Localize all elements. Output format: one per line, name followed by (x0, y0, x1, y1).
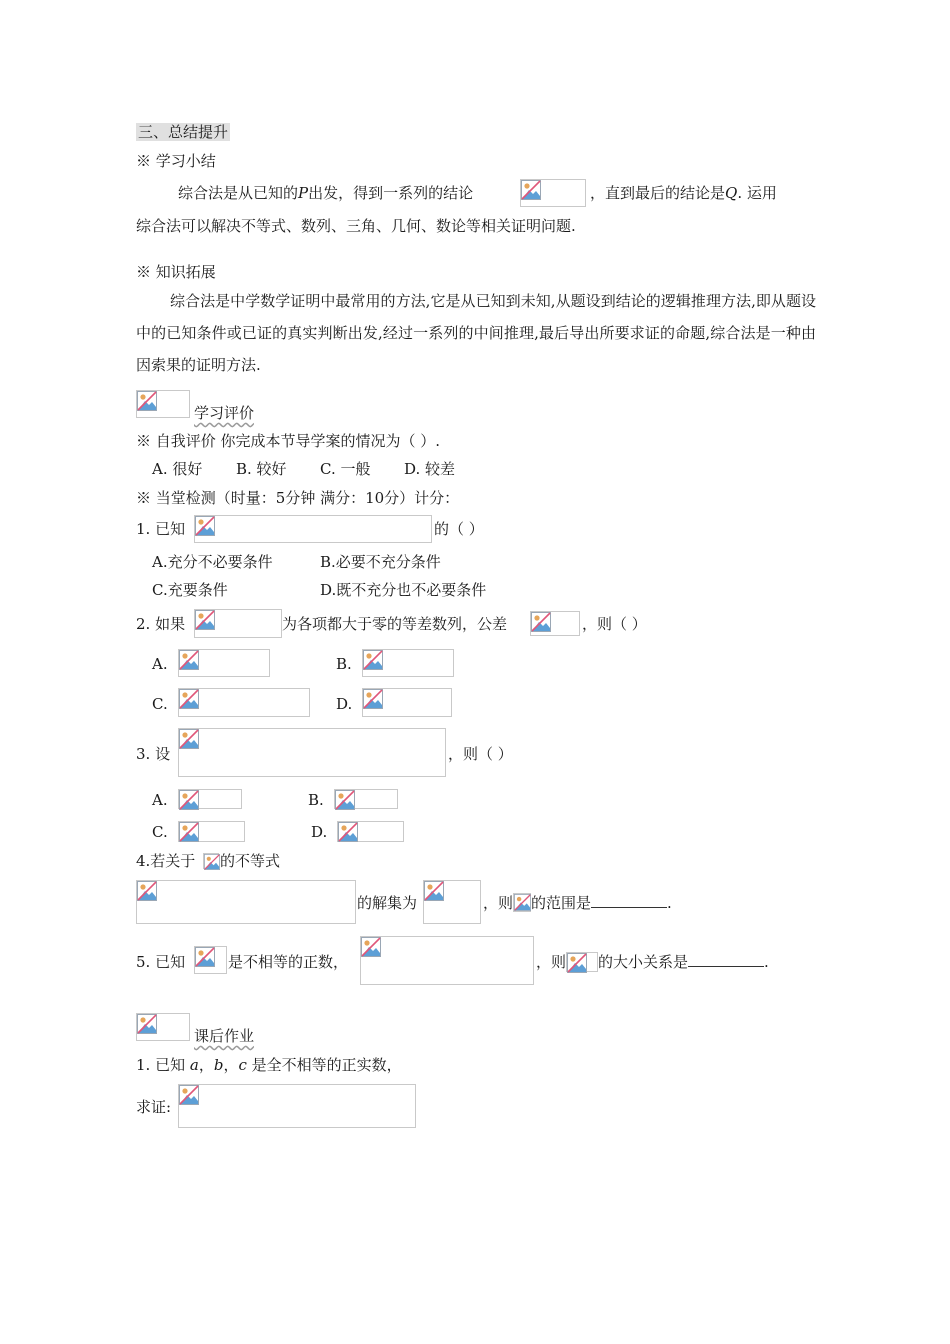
q5-then: ，则 (536, 953, 567, 971)
broken-image-icon (361, 937, 381, 957)
q2-label-d: D. (336, 695, 353, 713)
q4-line1-b: 的不等式 (220, 852, 281, 870)
q3-prefix: 3. 设 (136, 745, 171, 763)
learn-summary-line2: 综合法可以解决不等式、数列、三角、几何、数论等相关证明问题. (136, 217, 576, 235)
q1-option-d: D.既不充分也不必要条件 (320, 581, 487, 599)
broken-image-icon (363, 689, 383, 709)
q1-option-a: A.充分不必要条件 (152, 553, 273, 571)
q2-prefix: 2. 如果 (136, 615, 186, 633)
q2-option-c-image (178, 688, 310, 717)
q1-option-b: B.必要不充分条件 (320, 553, 441, 571)
broken-image-icon (567, 953, 587, 973)
q4-answer-blank[interactable] (591, 893, 667, 908)
hw1-prove-label: 求证: (136, 1098, 172, 1116)
q5-prefix: 5. 已知 (136, 953, 186, 971)
broken-image-icon (204, 854, 220, 870)
q2-label-c: C. (152, 695, 168, 713)
formula-image (520, 179, 586, 207)
section-heading-summary: 三、总结提升 (138, 123, 229, 141)
q2-sequence-image (194, 609, 282, 638)
knowledge-extension-text: 综合法是中学数学证明中最常用的方法,它是从已知到未知,从题设到结论的逻辑推理方法,即从题设中的已知条件或已证的真实判断出发,经过一系列的中间推理,最后导出所要求证的命题,综合法是一种由因索果的证明方法. (136, 292, 816, 374)
broken-image-icon (179, 650, 199, 670)
learn-summary-title: ※ 学习小结 (136, 152, 216, 170)
self-eval-option-a: A. 很好 (152, 460, 203, 478)
broken-image-icon (179, 790, 199, 810)
broken-image-icon (195, 610, 215, 630)
q1-formula-image (194, 515, 432, 543)
learn-summary-line1-end: ，直到最后的结论是Q. 运用 (590, 184, 777, 202)
broken-image-icon (514, 894, 531, 911)
q3-formula-image (178, 728, 446, 777)
broken-image-icon (195, 947, 215, 967)
q5-mid: 是不相等的正数， (228, 953, 349, 971)
q4-param-image (513, 893, 531, 912)
broken-image-icon (424, 881, 444, 901)
broken-image-icon (521, 180, 541, 200)
q3-option-c-image (178, 821, 245, 842)
self-eval-option-b: B. 较好 (236, 460, 287, 478)
knowledge-extension-title: ※ 知识拓展 (136, 263, 216, 281)
hw1-line: 1. 已知 a，b，c 是全不相等的正实数， (136, 1056, 402, 1074)
hw1-formula-image (178, 1084, 416, 1128)
q2-label-a: A. (152, 655, 168, 673)
q3-label-c: C. (152, 823, 168, 841)
broken-image-icon (137, 881, 157, 901)
q4-line1-a: 4.若关于 (136, 852, 196, 870)
q3-option-d-image (337, 821, 404, 842)
broken-image-icon (179, 729, 199, 749)
q5-relation-text: 的大小关系是 . (598, 953, 769, 971)
q3-option-a-image (178, 789, 242, 809)
q4-solution-image (423, 880, 481, 924)
q2-option-b-image (362, 649, 454, 677)
q5-vars-image (194, 946, 227, 974)
broken-image-icon (531, 612, 551, 632)
self-eval-line: ※ 自我评价 你完成本节导学案的情况为（ ）. (136, 432, 441, 450)
section-icon-image (136, 390, 190, 418)
q2-suffix: ，则（ ） (582, 615, 647, 633)
q4-inequality-image (136, 880, 356, 924)
homework-section-image (136, 1013, 190, 1041)
broken-image-icon (195, 516, 215, 536)
broken-image-icon (179, 689, 199, 709)
broken-image-icon (335, 790, 355, 810)
q1-suffix: 的（ ） (434, 520, 484, 538)
q1-option-c: C.充要条件 (152, 581, 228, 599)
broken-image-icon (179, 822, 199, 842)
q3-suffix: ，则（ ） (448, 745, 513, 763)
q5-compare-image (566, 952, 598, 972)
q4-range-text: 的范围是 . (531, 894, 672, 912)
q5-formula-image (360, 936, 534, 985)
test-line: ※ 当堂检测（时量：5分钟 满分：10分）计分： (136, 489, 460, 507)
broken-image-icon (179, 1085, 199, 1105)
q1-prefix: 1. 已知 (136, 520, 186, 538)
q4-then: ，则 (483, 894, 514, 912)
broken-image-icon (137, 391, 157, 411)
homework-label: 课后作业 (194, 1027, 255, 1045)
q2-option-a-image (178, 649, 270, 677)
evaluation-label: 学习评价 (194, 404, 255, 422)
self-eval-option-c: C. 一般 (320, 460, 371, 478)
self-eval-option-d: D. 较差 (404, 460, 456, 478)
broken-image-icon (137, 1014, 157, 1034)
q2-diff-image (530, 611, 580, 636)
broken-image-icon (363, 650, 383, 670)
broken-image-icon (338, 822, 358, 842)
q4-var-image (203, 853, 219, 869)
q4-mid: 的解集为 (357, 894, 418, 912)
q2-label-b: B. (336, 655, 352, 673)
q2-mid: 为各项都大于零的等差数列，公差 (282, 615, 508, 633)
q3-option-b-image (334, 789, 398, 809)
q3-label-b: B. (308, 791, 324, 809)
q5-answer-blank[interactable] (688, 952, 764, 967)
q3-label-d: D. (311, 823, 328, 841)
learn-summary-line1: 综合法是从已知的P出发，得到一系列的结论 (178, 184, 474, 202)
q2-option-d-image (362, 688, 452, 717)
q3-label-a: A. (152, 791, 168, 809)
